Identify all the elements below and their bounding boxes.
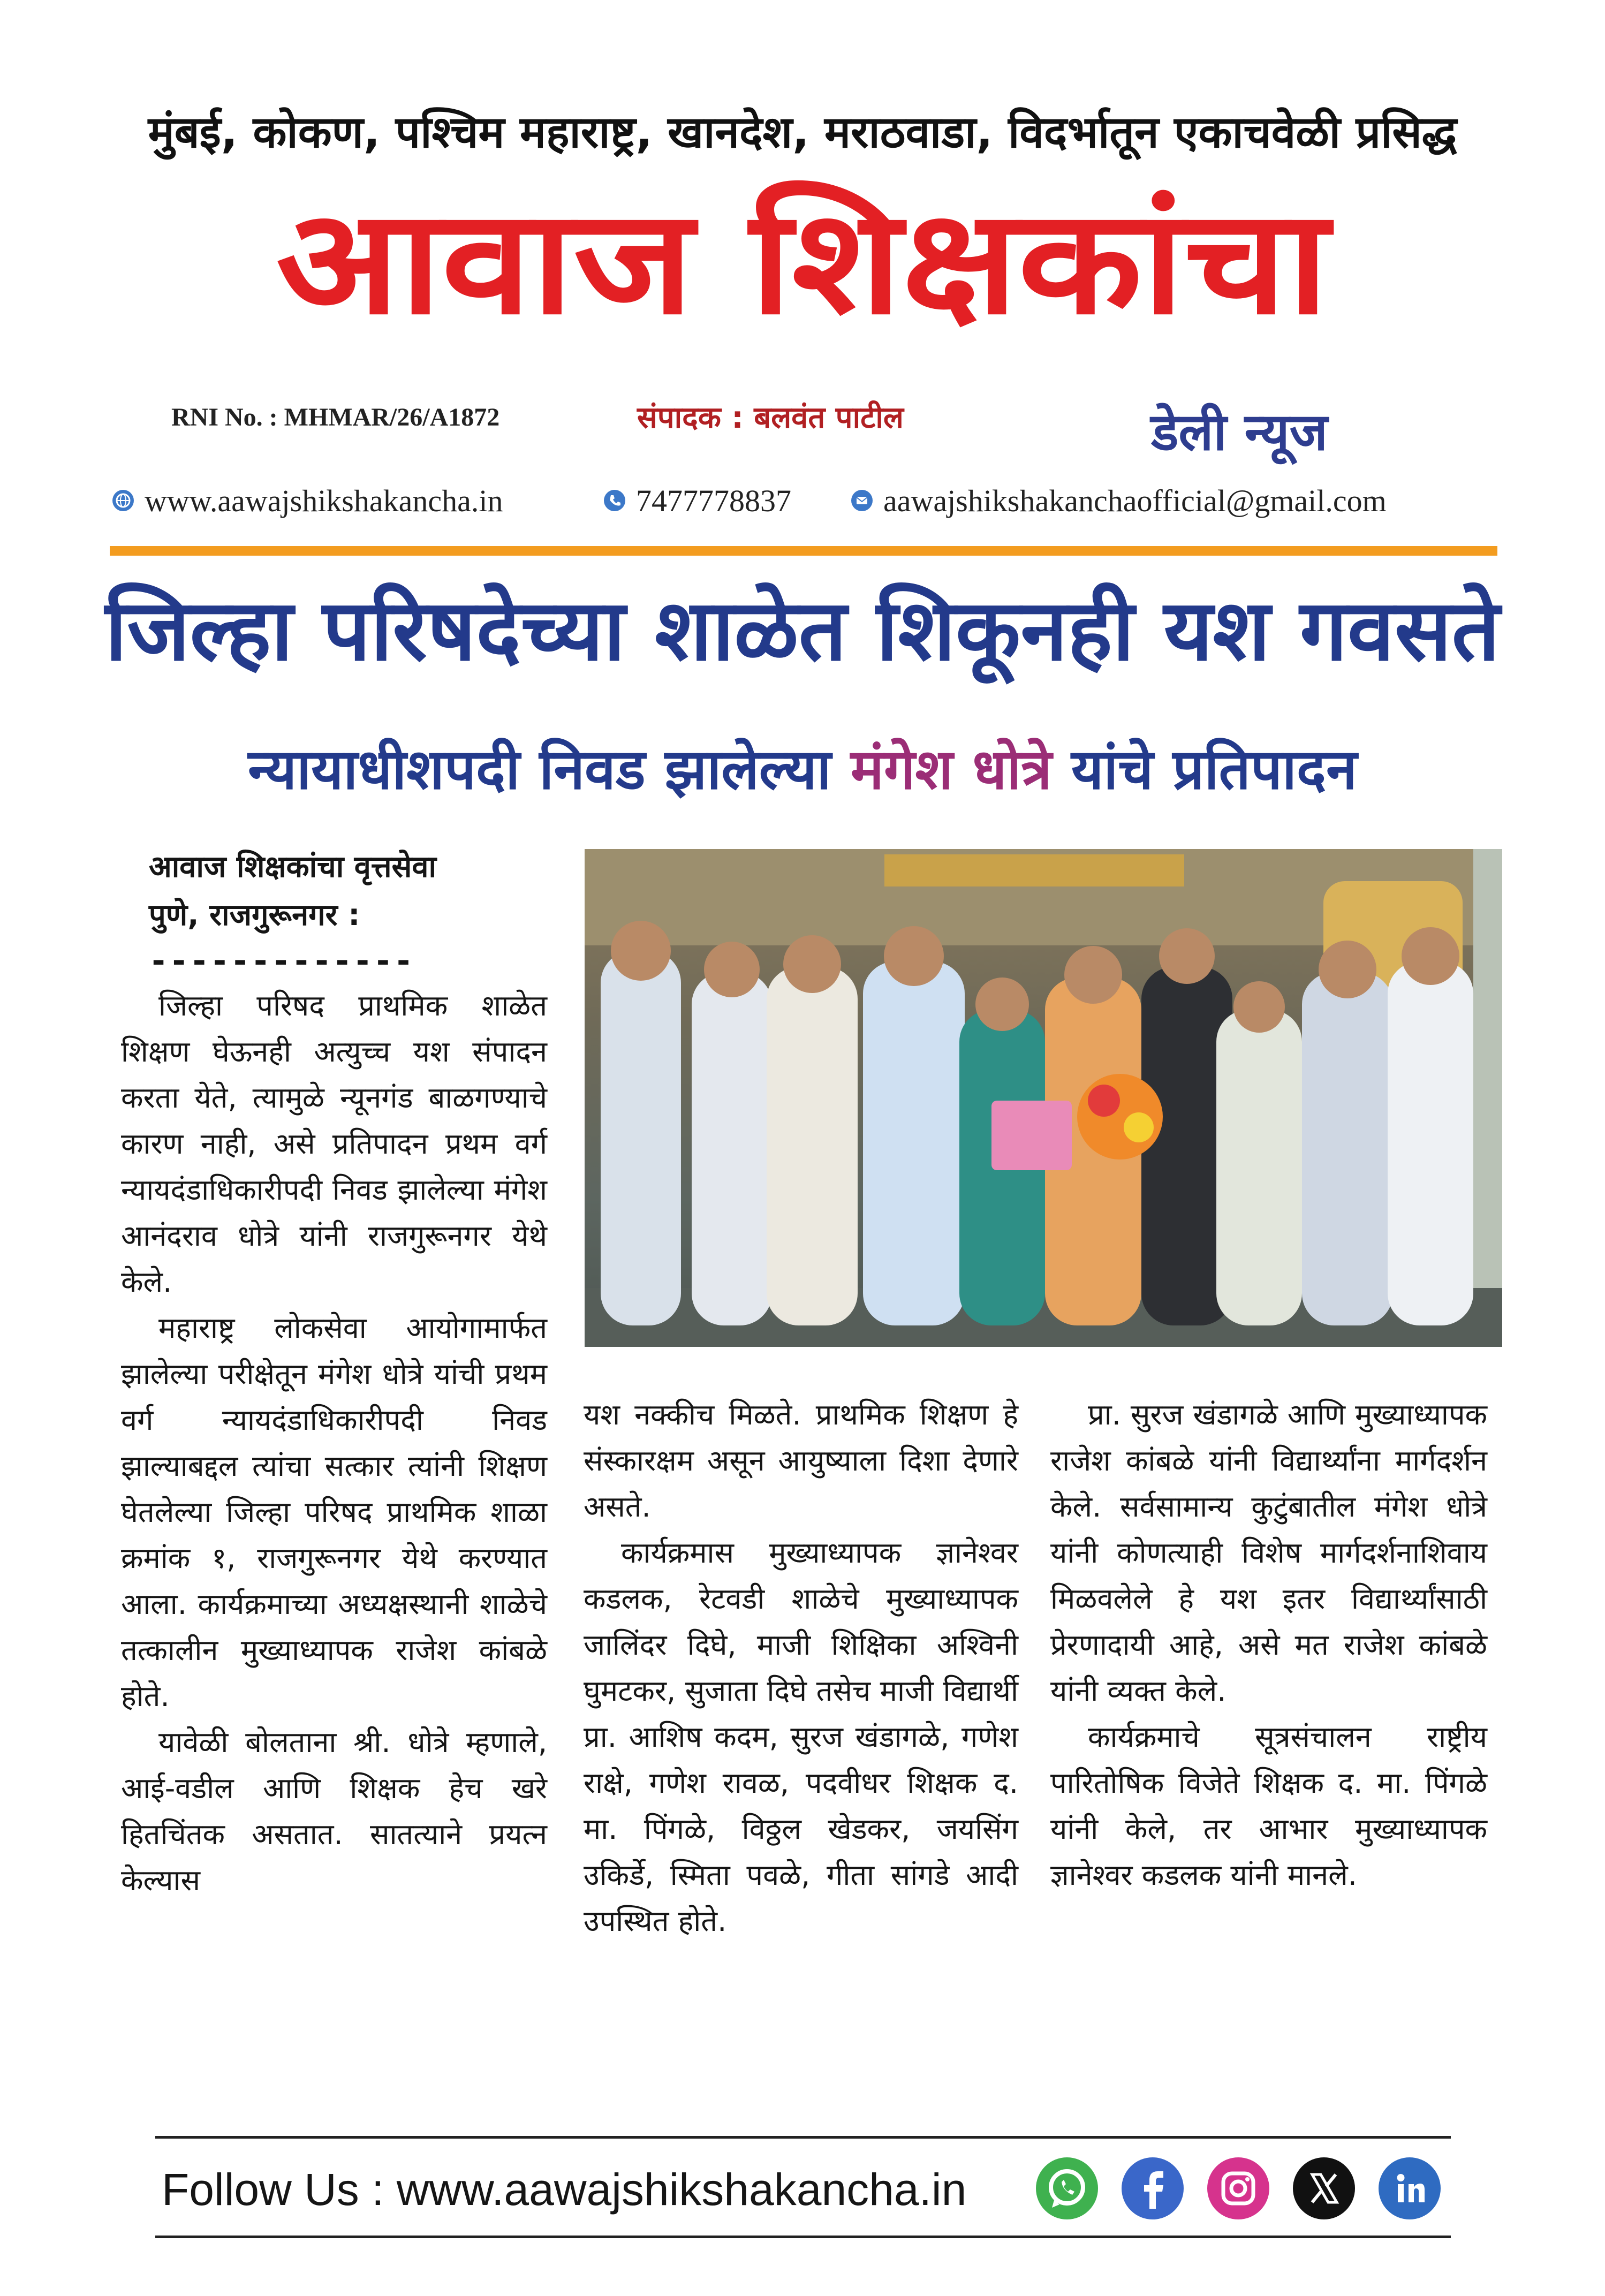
email-text: aawajshikshakanchaofficial@gmail.com <box>883 483 1387 518</box>
email-contact[interactable] <box>851 476 1387 525</box>
paragraph: कार्यक्रमास मुख्याध्यापक ज्ञानेश्वर कडलक, रेटवडी शाळेचे मुख्याध्यापक जालिंदर दिघे, माजी शिक्षिका अश्विनी घुमटकर, सुजाता दिघे तसेच माजी विद्यार्थी प्रा. आशिष कदम, सुरज खंडागळे, गणेश राक्षे, गणेश रावळ, पदवीधर शिक्षक द. मा. पिंगळे, विठ्ठल खेडकर, जयसिंग उकिर्डे, स्मिता पवळे, गीता सांगडे आदी उपस्थित होते. <box>584 1536 1018 1938</box>
byline-dateline: पुणे, राजगुरूनगर : <box>149 898 360 933</box>
byline-separator: ------------- <box>149 942 414 980</box>
footer-rule-top <box>155 2136 1451 2139</box>
event-photo <box>585 849 1502 1347</box>
facebook-icon[interactable] <box>1122 2157 1184 2219</box>
paragraph: कार्यक्रमाचे सूत्रसंचालन राष्ट्रीय पारितोषिक विजेते शिक्षक द. मा. पिंगळे यांनी केले, तर आभार मुख्याध्यापक ज्ञानेश्वर कडलक यांनी मानले. <box>1050 1720 1487 1892</box>
editor-credit: संपादक : बलवंत पाटील <box>637 400 904 435</box>
subhead-post: यांचे प्रतिपादन <box>1071 737 1357 802</box>
phone-contact[interactable] <box>604 476 791 525</box>
edition-label: डेली न्यूज <box>1151 402 1328 462</box>
rni-number: RNI No. : MHMAR/26/A1872 <box>171 403 500 431</box>
website-text: www.aawajshikshakancha.in <box>145 483 503 518</box>
whatsapp-icon[interactable] <box>1036 2157 1098 2219</box>
regions-tagline: मुंबई, कोकण, पश्चिम महाराष्ट्र, खानदेश, मराठवाडा, विदर्भातून एकाचवेळी प्रसिद्ध <box>148 107 1457 158</box>
follow-us-text[interactable]: Follow Us : www.aawajshikshakancha.in <box>162 2164 967 2215</box>
article-headline: जिल्हा परिषदेच्या शाळेत शिकूनही यश गवसते <box>105 581 1500 680</box>
globe-icon <box>112 490 134 511</box>
subhead-pre: न्यायाधीशपदी निवड झालेल्या <box>248 737 831 802</box>
byline-agency: आवाज शिक्षकांचा वृत्तसेवा <box>149 850 437 884</box>
article-subheadline <box>0 729 1605 809</box>
byline <box>149 843 436 939</box>
paragraph: यश नक्कीच मिळते. प्राथमिक शिक्षण हे संस्कारक्षम असून आयुष्याला दिशा देणारे असते. <box>584 1398 1018 1524</box>
header-divider <box>110 546 1497 556</box>
phone-icon <box>604 490 625 511</box>
footer-rule-bottom <box>155 2236 1451 2238</box>
instagram-icon[interactable] <box>1207 2157 1269 2219</box>
linkedin-icon[interactable] <box>1379 2157 1441 2219</box>
subhead-name: मंगेश धोत्रे <box>850 737 1052 802</box>
paragraph: यावेळी बोलताना श्री. धोत्रे म्हणाले, आई-वडील आणि शिक्षक हेच खरे हितचिंतक असतात. सातत्याने प्रयत्न केल्यास <box>121 1725 547 1897</box>
website-contact[interactable] <box>112 476 503 525</box>
paragraph: महाराष्ट्र लोकसेवा आयोगामार्फत झालेल्या परीक्षेतून मंगेश धोत्रे यांची प्रथम वर्ग न्यायदंडाधिकारीपदी निवड झाल्याबद्दल त्यांचा सत्कार त्यांनी शिक्षण घेतलेल्या जिल्हा परिषद प्राथमिक शाळा क्रमांक १, राजगुरूनगर येथे करण्यात आला. कार्यक्रमाच्या अध्यक्षस्थानी शाळेचे तत्कालीन मुख्याध्यापक राजेश कांबळे होते. <box>121 1311 547 1713</box>
article-column-2 <box>584 1392 1018 1944</box>
article-column-1 <box>121 983 547 1904</box>
phone-text: 7477778837 <box>636 483 791 518</box>
x-icon[interactable] <box>1293 2157 1355 2219</box>
paragraph: जिल्हा परिषद प्राथमिक शाळेत शिक्षण घेऊनही अत्युच्च यश संपादन करता येते, त्यामुळे न्यूनगंड बाळगण्याचे कारण नाही, असे प्रतिपादन प्रथम वर्ग न्यायदंडाधिकारीपदी निवड झालेल्या मंगेश आनंदराव धोत्रे यांनी राजगुरूनगर येथे केले. <box>121 989 547 1299</box>
paragraph: प्रा. सुरज खंडागळे आणि मुख्याध्यापक राजेश कांबळे यांनी विद्यार्थ्यांना मार्गदर्शन केले. सर्वसामान्य कुटुंबातील मंगेश धोत्रे यांनी कोणत्याही विशेष मार्गदर्शनाशिवाय मिळवलेले हे यश इतर विद्यार्थ्यांसाठी प्रेरणादायी आहे, असे मत राजेश कांबळे यांनी व्यक्त केले. <box>1050 1398 1487 1708</box>
masthead-title: आवाज शिक्षकांचा <box>276 178 1329 346</box>
mail-icon <box>851 490 873 511</box>
article-column-3 <box>1050 1392 1487 1898</box>
